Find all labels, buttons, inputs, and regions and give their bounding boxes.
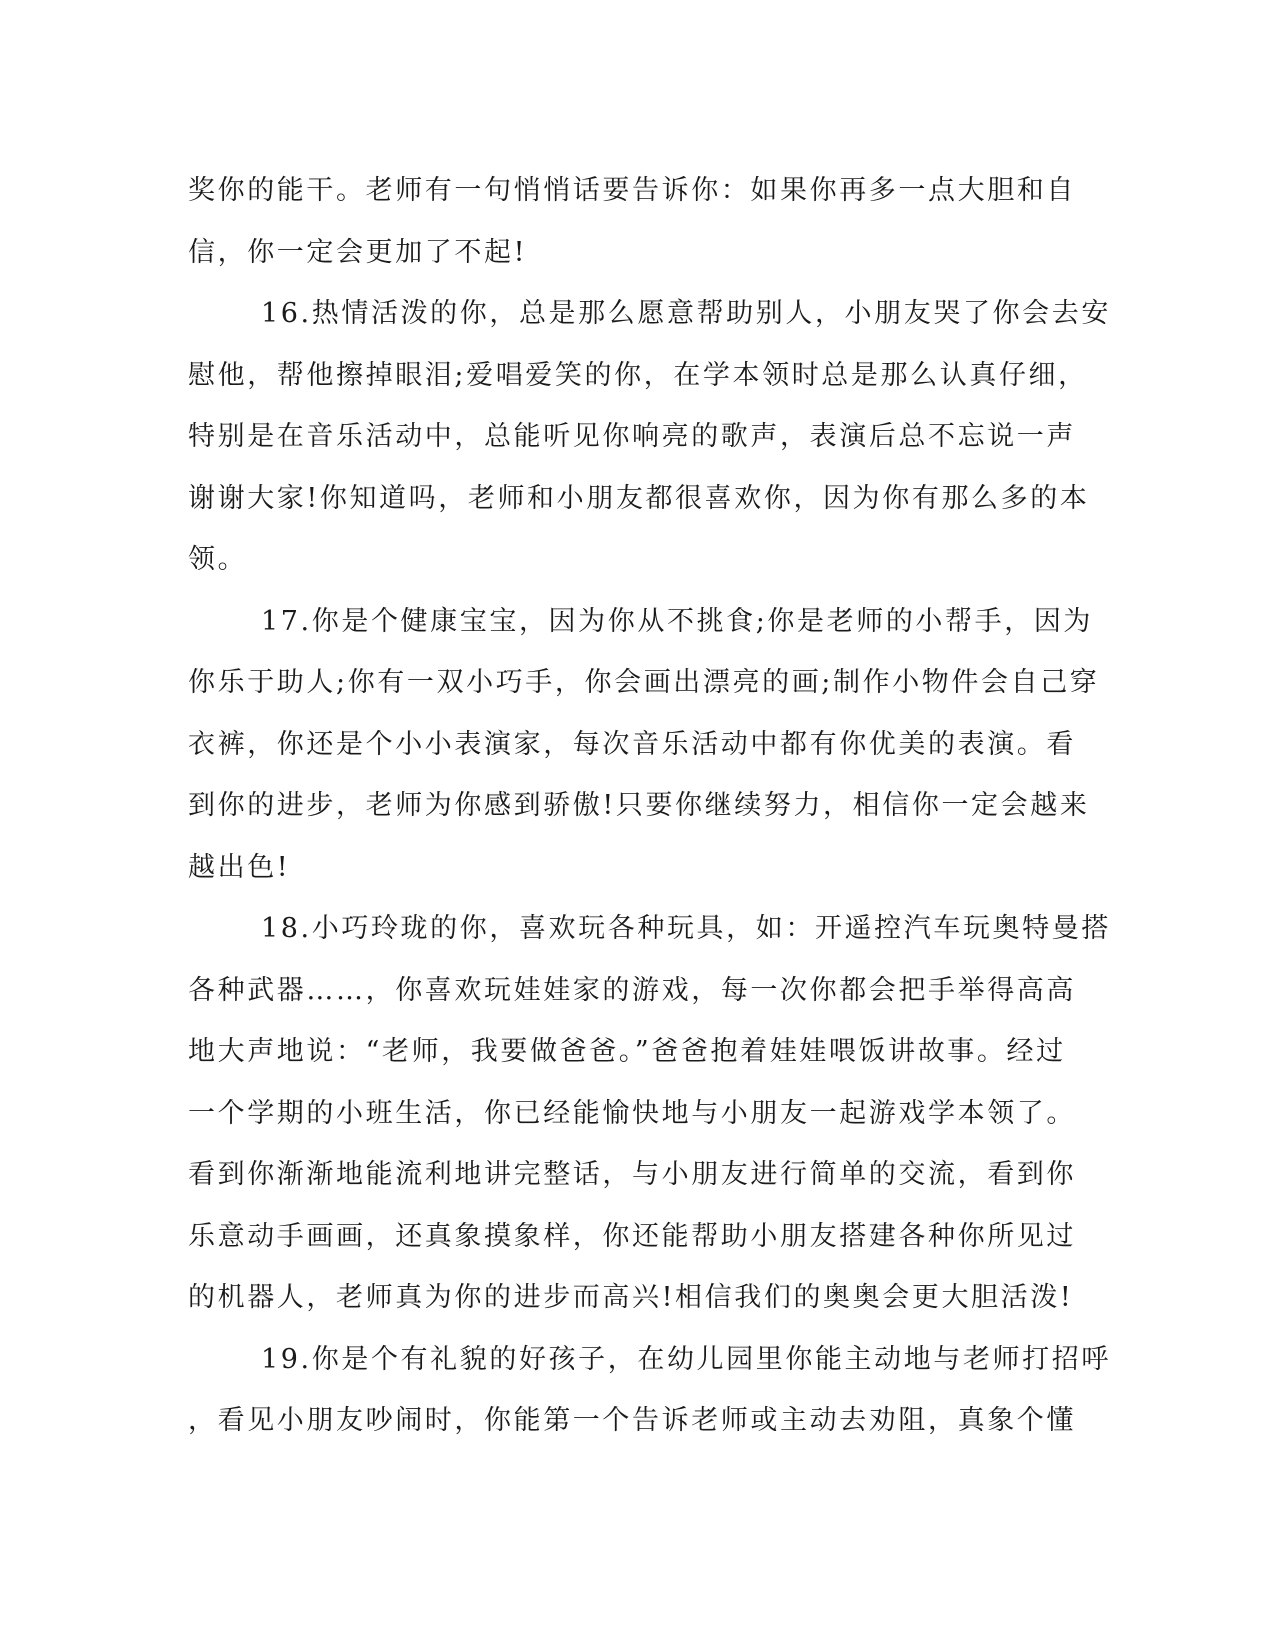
paragraph-start-19: 19.你是个有礼貌的好孩子，在幼儿园里你能主动地与老师打招呼 [261,1343,1111,1375]
text-line: 特别是在音乐活动中，总能听见你响亮的歌声，表演后总不忘说一声 [188,421,1076,452]
text-line: 看到你渐渐地能流利地讲完整话，与小朋友进行简单的交流，看到你 [188,1159,1076,1190]
paragraph-start-18: 18.小巧玲珑的你，喜欢玩各种玩具，如：开遥控汽车玩奥特曼搭 [261,913,1111,944]
text-line: 越出色! [188,851,291,883]
paragraph-start-17: 17.你是个健康宝宝，因为你从不挑食;你是老师的小帮手，因为 [261,605,1094,637]
text-line: 你乐于助人;你有一双小巧手，你会画出漂亮的画;制作小物件会自己穿 [188,667,1100,698]
text-line: 乐意动手画画，还真象摸象样，你还能帮助小朋友搭建各种你所见过 [188,1220,1076,1252]
text-line: 奖你的能干。老师有一句悄悄话要告诉你：如果你再多一点大胆和自 [188,175,1076,206]
text-line: 到你的进步，老师为你感到骄傲!只要你继续努力，相信你一定会越来 [188,790,1090,821]
text-line: ，看见小朋友吵闹时，你能第一个告诉老师或主动去劝阻，真象个懂 [188,1405,1076,1436]
text-line: 衣裤，你还是个小小表演家，每次音乐活动中都有你优美的表演。看 [188,728,1076,760]
text-line: 信，你一定会更加了不起! [188,236,528,268]
document-body [188,160,1111,1452]
text-line: 领。 [188,544,248,575]
text-line: 一个学期的小班生活，你已经能愉快地与小朋友一起游戏学本领了。 [188,1097,1076,1129]
text-line: 慰他，帮他擦掉眼泪;爱唱爱笑的你，在学本领时总是那么认真仔细， [188,359,1088,391]
text-line: 各种武器……，你喜欢玩娃娃家的游戏，每一次你都会把手举得高高 [188,974,1076,1006]
text-line: 地大声地说：“老师，我要做爸爸。”爸爸抱着娃娃喂饭讲故事。经过 [188,1036,1066,1067]
text-line: 谢谢大家!你知道吗，老师和小朋友都很喜欢你，因为你有那么多的本 [188,482,1090,514]
paragraph-start-16: 16.热情活泼的你，总是那么愿意帮助别人，小朋友哭了你会去安 [261,298,1111,329]
text-line: 的机器人，老师真为你的进步而高兴!相信我们的奥奥会更大胆活泼! [188,1282,1074,1313]
